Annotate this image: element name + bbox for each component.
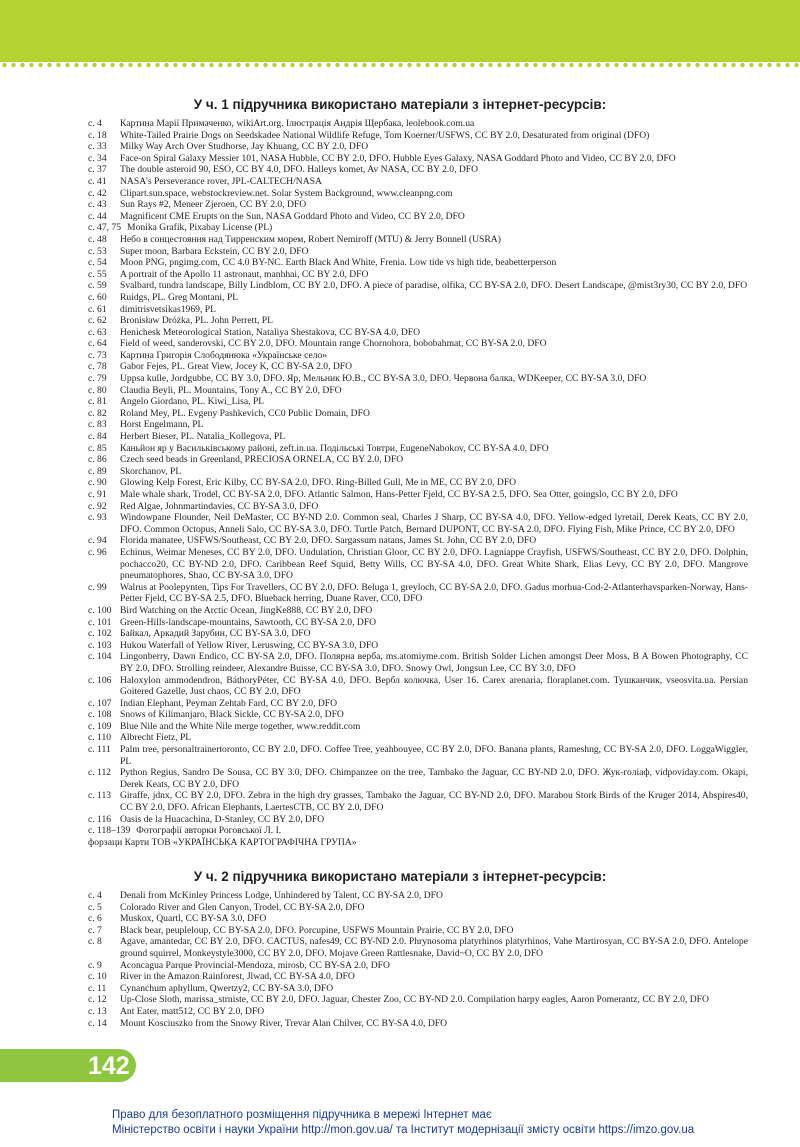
credit-text: Картина Григорія Слободянюка «Українське село»: [120, 349, 328, 361]
credit-item: [88, 960, 748, 972]
credit-text: Glowing Kelp Forest, Eric Kilby, CC BY-SA 2.0, DFO. Ring-Billed Gull, Me in ME, CC BY 2.0, DFO: [120, 477, 517, 489]
credit-text: Python Regius, Sandro De Sousa, CC BY 3.0, DFO. Chimpanzee on the tree, Tambako the Jaguar, CC BY-ND 2.0, DFO. Жук-голіаф, vidpoviday.com. Okapi, Derek Keats, CC BY 2.0, DFO: [120, 767, 748, 790]
credit-page-ref: с. 59: [88, 280, 107, 292]
credit-text: Mount Kosciuszko from the Snowy River, Trevar Alan Chilver, CC BY-SA 4.0, DFO: [120, 1017, 448, 1029]
credit-item: [88, 257, 748, 269]
credit-page-ref: с. 107: [88, 697, 112, 709]
credit-page-ref: с. 64: [88, 338, 107, 350]
credit-page-ref: с. 118–139: [88, 825, 131, 837]
header-green-band: [0, 0, 800, 62]
credit-item: [88, 269, 748, 281]
credit-text: Up-Close Sloth, marissa_strniste, CC BY 2.0, DFO. Jaguar, Chester Zoo, CC BY-ND 2.0. Compilation harpy eagles, Aaron Pomerantz, CC BY 2.0, DFO: [120, 994, 709, 1006]
credit-text: dimitrisvetsikas1969, PL: [120, 303, 216, 315]
credit-page-ref: с. 62: [88, 315, 107, 327]
credit-item: [88, 477, 748, 489]
credit-text: Hukou Waterfall of Yellow River, Leruswing, CC BY-SA 3.0, DFO: [120, 639, 379, 651]
credit-page-ref: с. 12: [88, 994, 107, 1006]
credit-item: [88, 419, 748, 431]
credit-page-ref: с. 11: [88, 982, 107, 994]
credit-item: [88, 153, 748, 165]
credit-text: Roland Mey, PL. Evgeny Pashkevich, CC0 Public Domain, DFO: [120, 407, 370, 419]
credit-text: Фотографії авторки Роговської Л. І.: [136, 825, 282, 837]
credit-item: [88, 222, 748, 234]
credit-item: [88, 304, 748, 316]
credit-item: [88, 443, 748, 455]
credit-item: [88, 512, 748, 535]
credit-text: Monika Grafik, Pixabay License (PL): [127, 222, 273, 234]
credit-page-ref: с. 43: [88, 199, 107, 211]
credit-item: [88, 617, 748, 629]
credit-text: Echinus, Weimar Meneses, CC BY 2.0, DFO. Undulation, Christian Gloor, CC BY 2.0, DFO. Lagniappe Crayfish, USFWS/Southeast, CC BY 2.0, DFO. Dolphin, pochacco20, CC BY-ND 2.0, DFO. Caribbean Reef Squid, Betty Wills, CC BY-SA 4.0, DFO. Great White Shark, Elias Levy, CC BY 2.0, DFO. Mangrove pneumatophores, Shao, CC BY-SA 3.0, DFO: [120, 546, 748, 582]
credit-text: Ant Eater, matt512, CC BY 2.0, DFO: [120, 1005, 265, 1017]
credit-item: [88, 547, 748, 582]
credit-text: A portrait of the Apollo 11 astronaut, manhhai, CC BY 2.0, DFO: [120, 268, 369, 280]
credit-page-ref: с. 53: [88, 245, 107, 257]
footer-line-1: Право для безоплатного розміщення підручника в мережі Інтернет має: [112, 1109, 492, 1121]
credit-page-ref: с. 41: [88, 175, 107, 187]
credit-item: [88, 994, 748, 1006]
credit-text: Giraffe, jdnx, CC BY 2.0, DFO. Zebra in the high dry grasses, Tambako the Jaguar, CC BY-ND 2.0, DFO. Marabou Stork Birds of the Kruger 2014, Abspires40, CC BY 2.0, DFO. African Elephants, LaertesCTB, CC BY 2.0, DFO: [120, 790, 748, 814]
credit-item: [88, 408, 748, 420]
credit-text: Moon PNG, pngimg.com, CC 4.0 BY-NC. Earth Black And White, Frenia. Low tide vs high tide, beabetterperson: [120, 257, 557, 269]
section-2-title: У ч. 2 підручника використано матеріали з інтернет-ресурсів:: [193, 869, 607, 884]
credit-page-ref: с. 94: [88, 535, 107, 547]
credit-item: [88, 176, 748, 188]
credit-page-ref: с. 99: [88, 581, 107, 593]
section-1-credits-list: [88, 118, 748, 848]
credit-item: [88, 350, 748, 362]
credit-item: [88, 628, 748, 640]
credit-item: [88, 732, 748, 744]
credit-page-ref: с. 103: [88, 639, 112, 651]
credit-text: Magnificent CME Erupts on the Sun, NASA Goddard Photo and Video, CC BY 2.0, DFO: [120, 210, 465, 222]
credit-page-ref: с. 5: [88, 901, 102, 913]
credit-page-ref: с. 108: [88, 709, 112, 721]
credit-page-ref: с. 18: [88, 129, 107, 141]
credit-text: Florida manatee, USFWS/Southeast, CC BY 2.0, DFO. Sargassum natans, James St. John, CC BY 2.0, DFO: [120, 535, 537, 547]
credit-text: Bronisław Dróżka, PL. John Perrett, PL: [120, 315, 273, 327]
credit-text: Bird Watching on the Arctic Ocean, JingKe888, CC BY 2.0, DFO: [120, 604, 373, 616]
credit-text: Oasis de la Huacachina, D-Stanley, CC BY 2.0, DFO: [120, 813, 325, 825]
credit-text: Face-on Spiral Galaxy Messier 101, NASA Hubble, CC BY 2.0, DFO. Hubble Eyes Galaxy, NASA Goddard Photo and Video, CC BY 2.0, DFO: [120, 152, 676, 164]
credit-page-ref: с. 111: [88, 744, 111, 756]
credit-item: [88, 651, 748, 674]
credit-page-ref: с. 4: [88, 890, 102, 901]
credit-item: [88, 1006, 748, 1018]
credit-text: Albrecht Fietz, PL: [120, 732, 192, 744]
credit-text: Colorado River and Glen Canyon, Trodel, CC BY-SA 2.0, DFO: [120, 901, 365, 913]
credit-item: [88, 292, 748, 304]
credit-page-ref: с. 4: [88, 118, 102, 129]
credit-text: Sun Rays #2, Meneer Zjeroen, CC BY 2.0, DFO: [120, 199, 307, 211]
footer-line-2: Міністерство освіти і науки України http://mon.gov.ua/ та Інститут модернізації змісту освіти https://imzo.gov.ua: [112, 1123, 695, 1136]
credit-page-ref: с. 104: [88, 651, 112, 663]
credit-text: Muskox, Quartl, CC BY-SA 3.0, DFO: [120, 913, 267, 925]
credit-page-ref: с. 101: [88, 616, 112, 628]
credit-text: Ruidgs, PL. Greg Montani, PL: [120, 291, 239, 303]
credit-text: Field of weed, sanderovski, CC BY 2.0, DFO. Mountain range Chornohora, bobobahmat, CC BY-SA 2.0, DFO: [120, 338, 547, 350]
credit-item: [88, 936, 748, 959]
credit-page-ref: с. 80: [88, 384, 107, 396]
credit-page-ref: с. 60: [88, 291, 107, 303]
credit-item: [88, 454, 748, 466]
credit-page-ref: с. 89: [88, 465, 107, 477]
credit-item: [88, 640, 748, 652]
credit-page-ref: с. 48: [88, 233, 107, 245]
credit-text: Картина Марії Примаченко, wikiArt.org. Ілюстрація Андрія Щербака, leolebook.com.ua: [120, 118, 475, 129]
credit-item: [88, 744, 748, 767]
credit-text: Green-Hills-landscape-mountains, Sawtooth, CC BY-SA 2.0, DFO: [120, 616, 377, 628]
credit-page-ref: с. 100: [88, 604, 112, 616]
credit-text: Uppsa kulle, Jordgubbe, CC BY 3.0, DFO. Яр, Мельник Ю.В., CC BY-SA 3.0, DFO. Червона балка, WDKeeper, CC BY-SA 3.0, DFO: [120, 373, 647, 385]
credit-page-ref: с. 42: [88, 187, 107, 199]
credit-page-ref: с. 112: [88, 767, 112, 779]
credit-page-ref: с. 34: [88, 152, 107, 164]
credit-text: Henichesk Meteorological Station, Nataliya Shestakova, CC BY-SA 4.0, DFO: [120, 326, 421, 338]
credit-item: [88, 188, 748, 200]
credit-item: [88, 721, 748, 733]
credit-page-ref: с. 116: [88, 813, 112, 825]
credit-item: [88, 971, 748, 983]
credit-item: [88, 767, 748, 790]
credit-page-ref: с. 13: [88, 1005, 107, 1017]
credit-text: Black bear, peupleloup, CC BY-SA 2.0, DFO. Porcupine, USFWS Mountain Prairie, CC BY 2.0, DFO: [120, 924, 514, 936]
credit-text: Clipart.sun.space, webstockreview.net. Solar System Background, www.cleanpng.com: [120, 187, 453, 199]
credit-item: [88, 199, 748, 211]
credit-item: [88, 890, 748, 902]
credit-page-ref: с. 82: [88, 407, 107, 419]
credit-text: The double asteroid 90, ESO, CC BY 4.0, DFO. Halleys komet, Av NASA, CC BY 2.0, DFO: [120, 164, 479, 176]
credit-text: Indian Elephant, Peyman Zehtab Fard, CC BY 2.0, DFO: [120, 697, 338, 709]
footer-copyright-note: [112, 1108, 800, 1137]
credit-item: [88, 983, 748, 995]
credit-page-ref: с. 83: [88, 419, 107, 431]
credit-item: [88, 431, 748, 443]
credit-text: Haloxylon ammodendron, BáthoryPéter, CC BY-SA 4.0, DFO. Вербл колючка, User 16. Carex arenaria, floraplanet.com. Тушканчик, vseosvita.ua. Persian Goitered Gazelle, Just chaos, CC BY 2.0, DFO: [120, 674, 748, 698]
credit-page-ref: с. 7: [88, 924, 102, 936]
page-number: 142: [88, 1052, 130, 1080]
credit-text: Walrus at Poolepynten, Tips For Travellers, CC BY 2.0, DFO. Beluga 1, greyloch, CC BY-SA 2.0, DFO. Gadus morhua-Cod-2-Atlanterhavsparken-Norway, Hans-Petter Fjeld, CC BY-SA 2.5, DFO. Blueback herring, Duane Raver, CC0, DFO: [120, 581, 748, 605]
credit-item: [88, 925, 748, 937]
credit-page-ref: с. 33: [88, 141, 107, 153]
credit-page-ref: с. 113: [88, 790, 112, 802]
credit-page-ref: с. 14: [88, 1017, 107, 1029]
credit-text: Super moon, Barbara Eckstein, CC BY 2.0, DFO: [120, 245, 309, 257]
credit-item: [88, 535, 748, 547]
credit-text: Cynanchum aphyllum, Qwertzy2, CC BY-SA 3.0, DFO: [120, 982, 334, 994]
credit-text: Каньйон яр у Васильківському районі, zeft.in.ua. Подільські Товтри, EugeneNabokov, CC BY-SA 4.0, DFO: [120, 442, 549, 454]
credit-page-ref: с. 44: [88, 210, 107, 222]
credit-page-ref: с. 96: [88, 546, 107, 558]
credit-text: Herbert Bieser, PL. Natalia_Kollegova, PL: [120, 431, 286, 443]
credit-page-ref: с. 54: [88, 257, 107, 269]
credit-page-ref: с. 91: [88, 489, 107, 500]
credit-text: Svalbard, tundra landscape, Billy Lindblom, CC BY 2.0, DFO. A piece of paradise, olfika, CC BY-SA 2.0, DFO. Desert Landscape, @mist3ry30, CC BY 2.0, DFO: [120, 280, 748, 292]
credit-page-ref: с. 109: [88, 720, 112, 732]
credit-text: Snows of Kilimanjaro, Black Sickle, CC BY-SA 2.0, DFO: [120, 709, 344, 721]
credit-page-ref: с. 9: [88, 959, 102, 971]
credit-item: [88, 246, 748, 258]
credit-item: [88, 790, 748, 813]
credit-page-ref: с. 10: [88, 971, 107, 983]
credit-page-ref: с. 85: [88, 442, 107, 454]
credit-page-ref: с. 47, 75: [88, 222, 122, 234]
credit-page-ref: с. 79: [88, 373, 107, 385]
credit-item: [88, 141, 748, 153]
credit-item: [88, 814, 748, 826]
credit-item: [88, 164, 748, 176]
credit-item: [88, 130, 748, 142]
credit-text: Angelo Giordano, PL. Kiwi_Lisa, PL: [120, 396, 265, 408]
section-2-credits-list: [88, 890, 748, 1029]
credit-page-ref: с. 86: [88, 454, 107, 466]
credit-page-ref: с. 93: [88, 512, 107, 524]
credit-text: Horst Engelmann, PL: [120, 419, 204, 431]
credit-text: Gabor Fejes, PL. Great View, Jocey K, CC BY-SA 2.0, DFO: [120, 361, 353, 373]
credit-item: [88, 385, 748, 397]
credit-text: Claudia Beyli, PL. Mountains, Tony A., CC BY 2.0, DFO: [120, 384, 342, 396]
credit-text: Lingonberry, Dawn Endico, CC BY-SA 2.0, DFO. Полярна верба, ms.atomiyme.com. British Solder Lichen amongst Deer Moss, B A Bowen Photography, CC BY 2.0, DFO. Strolling reindeer, Alexandre Buisse, CC BY-SA 3.0, DFO. Snowy Owl, Jongsun Lee, CC BY 3.0, DFO: [120, 651, 748, 674]
credit-page-ref: с. 37: [88, 164, 107, 176]
credit-item: [88, 315, 748, 327]
credit-page-ref: с. 106: [88, 674, 112, 686]
credit-page-ref: с. 78: [88, 361, 107, 373]
credit-item: [88, 373, 748, 385]
credit-item: [88, 698, 748, 710]
credit-item: [88, 582, 748, 605]
credit-text: Windowpane Flounder, Neil DeMaster, CC BY-ND 2.0. Common seal, Charles J Sharp, CC BY-SA 4.0, DFO. Yellow-edged lyretail, Derek Keats, CC BY 2.0, DFO. Common Octopus, Anneli Salo, CC BY-SA 3.0, DFO. Turtle Patch, Bernard DUPONT, CC BY-SA 2.0, DFO. Flying Fish, Mike Prince, CC BY 2.0, DFO: [120, 512, 748, 535]
credit-item: [88, 211, 748, 223]
credit-item: [88, 338, 748, 350]
credit-item: [88, 396, 748, 408]
credit-text: Байкал, Аркадий Зарубин, CC BY-SA 3.0, DFO: [120, 628, 311, 640]
credit-item: [88, 234, 748, 246]
credit-item: [88, 501, 748, 513]
credit-page-ref: с. 63: [88, 326, 107, 338]
credit-page-ref: с. 110: [88, 732, 112, 744]
credit-text: Red Algae, Johnmartindavies, CC BY-SA 3.0, DFO: [120, 500, 319, 512]
credit-page-ref: с. 8: [88, 936, 102, 948]
credit-item: [88, 489, 748, 501]
section-1-title: У ч. 1 підручника використано матеріали з інтернет-ресурсів:: [193, 97, 607, 112]
credit-item: [88, 327, 748, 339]
credit-item: [88, 605, 748, 617]
credit-page-ref: с. 6: [88, 913, 102, 925]
credit-item: [88, 902, 748, 914]
credit-text: River in the Amazon Rainforest, Jlwad, CC BY-SA 4.0, DFO: [120, 971, 355, 983]
credit-page-ref: с. 90: [88, 477, 107, 489]
credit-item: [88, 1018, 748, 1030]
credit-item: [88, 118, 748, 130]
credit-item: [88, 466, 748, 478]
credit-text: Небо в сонцестояння над Тирренским морем, Robert Nemiroff (MTU) & Jerry Bonnell (USRA): [120, 233, 501, 245]
credit-page-ref: с. 92: [88, 500, 107, 512]
credit-item: [88, 709, 748, 721]
credit-item: форзаци Карти ТОВ «УКРАЇНСЬКА КАРТОГРАФІЧНА ГРУПА»: [88, 836, 357, 848]
credit-item: [88, 913, 748, 925]
credit-item: [88, 675, 748, 698]
credit-text: Aconcagua Parque Provincial-Mendoza, mirosb, CC BY-SA 2.0, DFO: [120, 959, 390, 971]
credit-text: NASA's Perseverance rover, JPL-CALTECH/NASA: [120, 175, 322, 187]
credit-text: Skorchanov, PL: [120, 465, 182, 477]
credit-page-ref: с. 55: [88, 268, 107, 280]
credit-page-ref: с. 84: [88, 431, 107, 443]
header-dotted-border: [0, 62, 800, 68]
credit-text: Milky Way Arch Over Studhorse, Jay Khuang, CC BY 2.0, DFO: [120, 141, 369, 153]
credit-page-ref: с. 73: [88, 349, 107, 361]
credit-text: White-Tailed Prairie Dogs on Seedskadee National Wildlife Refuge, Tom Koerner/USFWS, CC BY 2.0, Desaturated from original (DFO): [120, 129, 650, 141]
credit-page-ref: с. 102: [88, 628, 112, 640]
credit-text: Male whale shark, Trodel, CC BY-SA 2.0, DFO. Atlantic Salmon, Hans-Petter Fjeld, CC BY-SA 2.5, DFO. Sea Otter, goingslo, CC BY 2.0, DFO: [120, 489, 678, 500]
credit-page-ref: с. 61: [88, 303, 107, 315]
credit-text: Agave, amantedar, CC BY 2.0, DFO. CACTUS, nafes49, CC BY-ND 2.0. Phrynosoma platyrhinos platyrhinos, Vahe Martirosyan, CC BY-SA 2.0, DFO. Antelope ground squirrel, Monkeystyle3000, CC BY 2.0, DFO. Mojave Green Rattlesnake, David~O, CC BY 2.0, DFO: [120, 936, 748, 959]
credit-page-ref: с. 81: [88, 396, 107, 408]
credit-text: Czech seed beads in Greenland, PRECIOSA ORNELA, CC BY 2.0, DFO: [120, 454, 404, 466]
credit-item: [88, 280, 748, 292]
credit-item: [88, 361, 748, 373]
credit-text: Palm tree, personaltrainertoronto, CC BY 2.0, DFO. Coffee Tree, yeahbouyee, CC BY 2.0, DFO. Banana plants, Rameshng, CC BY-SA 2.0, DFO. LoggaWiggler, PL: [120, 744, 748, 767]
credit-text: Denali from McKinley Princess Lodge, Unhindered by Talent, CC BY-SA 2.0, DFO: [120, 890, 443, 901]
credit-text: Blue Nile and the White Nile merge together, www.reddit.com: [120, 720, 361, 732]
credit-item: [88, 825, 748, 837]
